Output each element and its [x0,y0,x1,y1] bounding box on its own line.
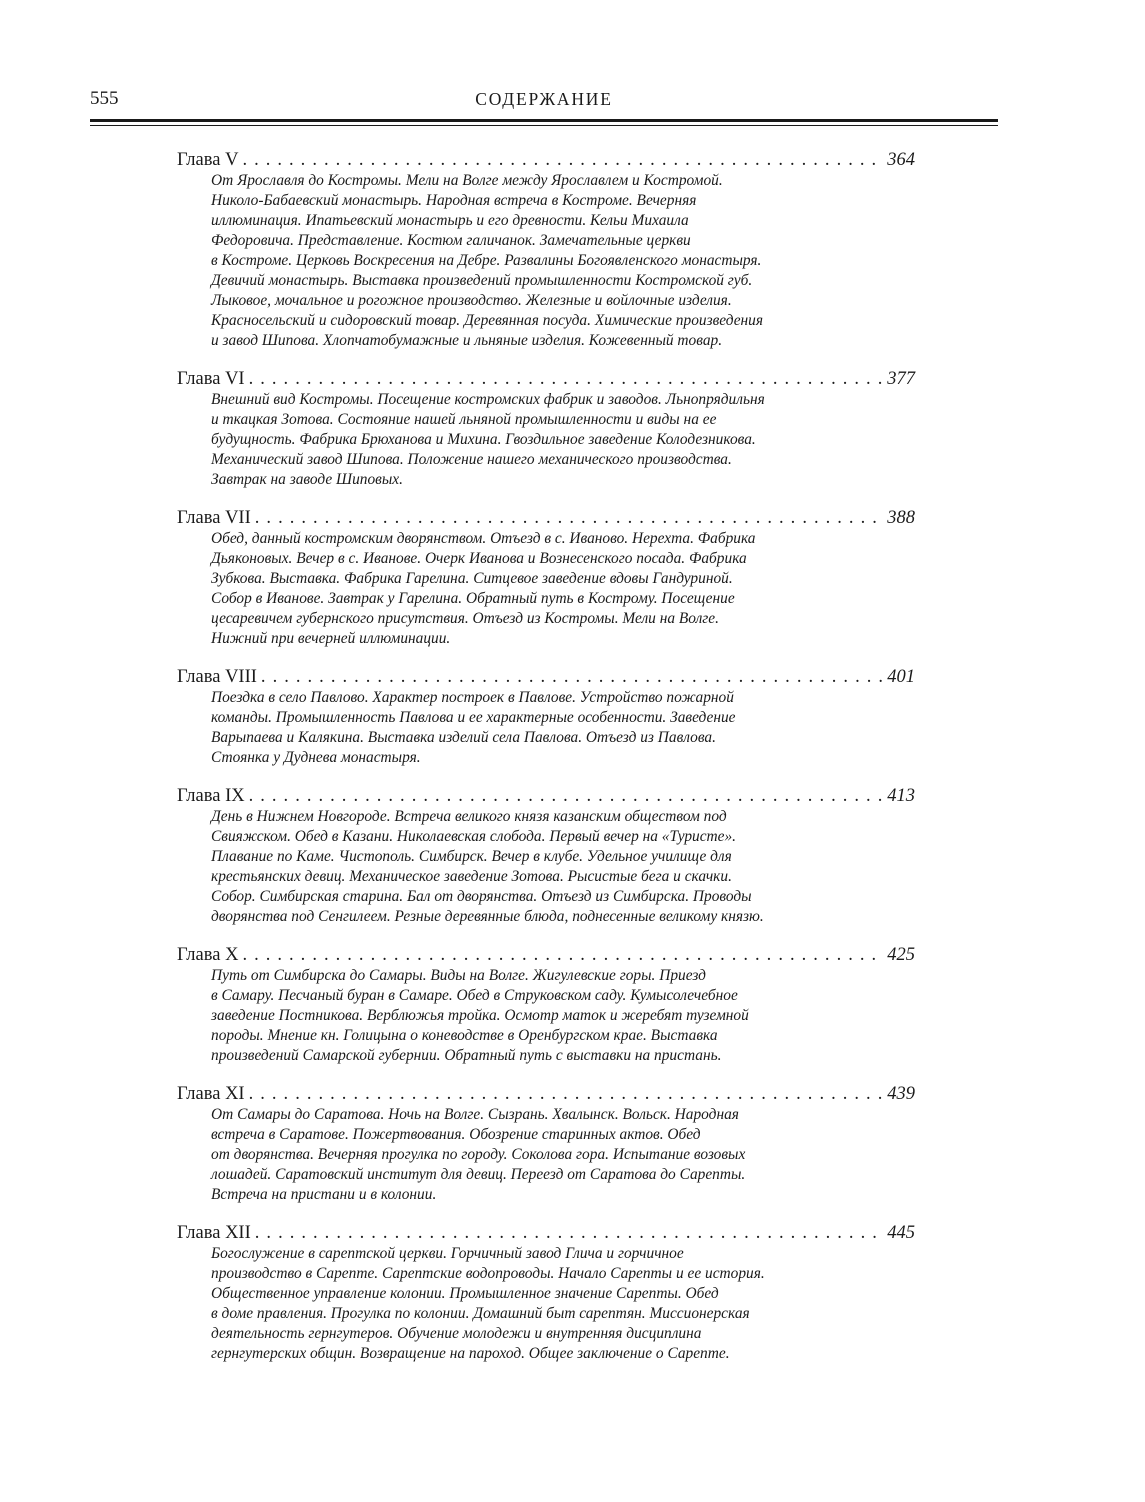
header-rule-thin [90,125,998,126]
summary-line: Лыковое, мочальное и рогожное производство. Железные и войлочные изделия. [211,292,732,309]
summary-line: День в Нижнем Новгороде. Встреча великого князя казанским обществом под [211,808,727,825]
chapter-summary [211,1244,836,1364]
summary-line: Федоровича. Представление. Костюм галичанок. Замечательные церкви [211,232,691,249]
chapter-page-ref: 425 [887,945,915,965]
summary-line: Свияжском. Обед в Казани. Николаевская слобода. Первый вечер на «Туристе». [211,828,737,845]
summary-line: команды. Промышленность Павлова и ее характерные особенности. Заведение [211,709,736,726]
dot-leader [255,508,883,528]
dot-leader [249,786,884,806]
summary-line: в доме правления. Прогулка по колонии. Домашний быт сарептян. Миссионерская [211,1305,750,1322]
running-title: СОДЕРЖАНИЕ [475,89,613,109]
summary-line: Встреча на пристани и в колонии. [211,1186,437,1203]
toc-entry-chapter-8 [177,667,915,768]
summary-line: Девичий монастырь. Выставка произведений промышленности Костромской губ. [211,272,753,289]
chapter-page-ref: 445 [887,1223,915,1243]
summary-line: Обед, данный костромским дворянством. Отъезд в с. Иваново. Нерехта. Фабрика [211,530,756,547]
summary-line: Варыпаева и Калякина. Выставка изделий села Павлова. Отъезд из Павлова. [211,729,716,746]
summary-line: дворянства под Сенгилеем. Резные деревянные блюда, поднесенные великому князю. [211,908,764,925]
summary-line: Собор в Иванове. Завтрак у Гарелина. Обратный путь в Кострому. Посещение [211,590,735,607]
summary-line: Зубкова. Выставка. Фабрика Гарелина. Ситцевое заведение вдовы Гандуриной. [211,570,733,587]
toc-entry-chapter-5 [177,150,915,351]
chapter-label: Глава XII [177,1223,251,1243]
chapter-label: Глава VIII [177,667,257,687]
toc-entry-chapter-7 [177,508,915,649]
summary-line: Механический завод Шипова. Положение нашего механического производства. [211,451,732,468]
summary-line: Плавание по Каме. Чистополь. Симбирск. Вечер в клубе. Удельное училище для [211,848,732,865]
summary-line: Красносельский и сидоровский товар. Деревянная посуда. Химические произведения [211,312,764,329]
dot-leader [249,369,884,389]
chapter-label: Глава V [177,150,239,170]
summary-line: Поездка в село Павлово. Характер построек в Павлове. Устройство пожарной [211,689,734,706]
chapter-summary [211,171,836,351]
summary-line: Богослужение в сарептской церкви. Горчичный завод Глича и горчичное [211,1245,684,1262]
summary-line: будущность. Фабрика Брюханова и Михина. Гвоздильное заведение Колодезникова. [211,431,756,448]
chapter-page-ref: 364 [887,150,915,170]
toc-entry-heading [177,786,915,807]
dot-leader [261,667,883,687]
summary-line: в Самару. Песчаный буран в Самаре. Обед в Струковском саду. Кумысолечебное [211,987,738,1004]
page-number: 555 [90,88,119,109]
toc-entry-heading [177,1223,915,1244]
summary-line: Нижний при вечерней иллюминации. [211,630,451,647]
summary-line: Дьяконовых. Вечер в с. Иванове. Очерк Иванова и Вознесенского посада. Фабрика [211,550,747,567]
chapter-summary [211,390,836,490]
summary-line: заведение Постникова. Верблюжья тройка. Осмотр маток и жеребят туземной [211,1007,749,1024]
dot-leader [242,945,883,965]
toc-entry-heading [177,369,915,390]
summary-line: гернгутерских общин. Возвращение на пароход. Общее заключение о Сарепте. [211,1345,730,1362]
chapter-summary [211,529,836,649]
summary-line: и завод Шипова. Хлопчатобумажные и льняные изделия. Кожевенный товар. [211,332,723,349]
dot-leader [249,1084,884,1104]
toc-entry-chapter-12 [177,1223,915,1364]
chapter-label: Глава XI [177,1084,245,1104]
summary-line: от дворянства. Вечерняя прогулка по городу. Соколова гора. Испытание возовых [211,1146,746,1163]
summary-line: От Самары до Саратова. Ночь на Волге. Сызрань. Хвалынск. Вольск. Народная [211,1106,739,1123]
chapter-page-ref: 377 [887,369,915,389]
chapter-summary [211,1105,836,1205]
summary-line: произведений Самарской губернии. Обратный путь с выставки на пристань. [211,1047,722,1064]
summary-line: породы. Мнение кн. Голицына о коневодстве в Оренбургском крае. Выставка [211,1027,718,1044]
summary-line: встреча в Саратове. Пожертвования. Обозрение старинных актов. Обед [211,1126,701,1143]
summary-line: Внешний вид Костромы. Посещение костромских фабрик и заводов. Льнопрядильня [211,391,765,408]
summary-line: и ткацкая Зотова. Состояние нашей льняной промышленности и виды на ее [211,411,717,428]
summary-line: производство в Сарепте. Сарептские водопроводы. Начало Сарепты и ее история. [211,1265,765,1282]
toc-entry-heading [177,945,915,966]
toc-entry-chapter-9 [177,786,915,927]
summary-line: От Ярославля до Костромы. Мели на Волге между Ярославлем и Костромой. [211,172,723,189]
chapter-summary [211,807,836,927]
chapter-label: Глава IX [177,786,245,806]
summary-line: Общественное управление колонии. Промышленное значение Сарепты. Обед [211,1285,719,1302]
toc-entry-heading [177,1084,915,1105]
summary-line: деятельность гернгутеров. Обучение молодежи и внутренняя дисциплина [211,1325,702,1342]
toc-entry-heading [177,667,915,688]
summary-line: цесаревичем губернского присутствия. Отъезд из Костромы. Мели на Волге. [211,610,719,627]
chapter-label: Глава VII [177,508,251,528]
toc-entry-heading [177,150,915,171]
summary-line: Путь от Симбирска до Самары. Виды на Волге. Жигулевские горы. Приезд [211,967,706,984]
summary-line: Собор. Симбирская старина. Бал от дворянства. Отъезд из Симбирска. Проводы [211,888,752,905]
dot-leader [255,1223,883,1243]
chapter-summary [211,966,836,1066]
summary-line: иллюминация. Ипатьевский монастырь и его древности. Кельи Михаила [211,212,689,229]
summary-line: Стоянка у Дуднева монастыря. [211,749,421,766]
chapter-summary [211,688,836,768]
chapter-label: Глава VI [177,369,245,389]
summary-line: крестьянских девиц. Механическое заведение Зотова. Рысистые бега и скачки. [211,868,732,885]
chapter-page-ref: 388 [887,508,915,528]
table-of-contents [177,150,915,1382]
toc-entry-chapter-10 [177,945,915,1066]
summary-line: Завтрак на заводе Шиповых. [211,471,403,488]
header-rule-thick [90,119,998,122]
dot-leader [242,150,883,170]
chapter-page-ref: 439 [887,1084,915,1104]
summary-line: лошадей. Саратовский институт для девиц. Переезд от Саратова до Сарепты. [211,1166,746,1183]
toc-entry-heading [177,508,915,529]
toc-entry-chapter-11 [177,1084,915,1205]
chapter-label: Глава X [177,945,239,965]
summary-line: в Костроме. Церковь Воскресения на Дебре. Развалины Богоявленского монастыря. [211,252,762,269]
summary-line: Николо-Бабаевский монастырь. Народная встреча в Костроме. Вечерняя [211,192,697,209]
toc-entry-chapter-6 [177,369,915,490]
chapter-page-ref: 401 [887,667,915,687]
page-header [90,86,998,116]
chapter-page-ref: 413 [887,786,915,806]
